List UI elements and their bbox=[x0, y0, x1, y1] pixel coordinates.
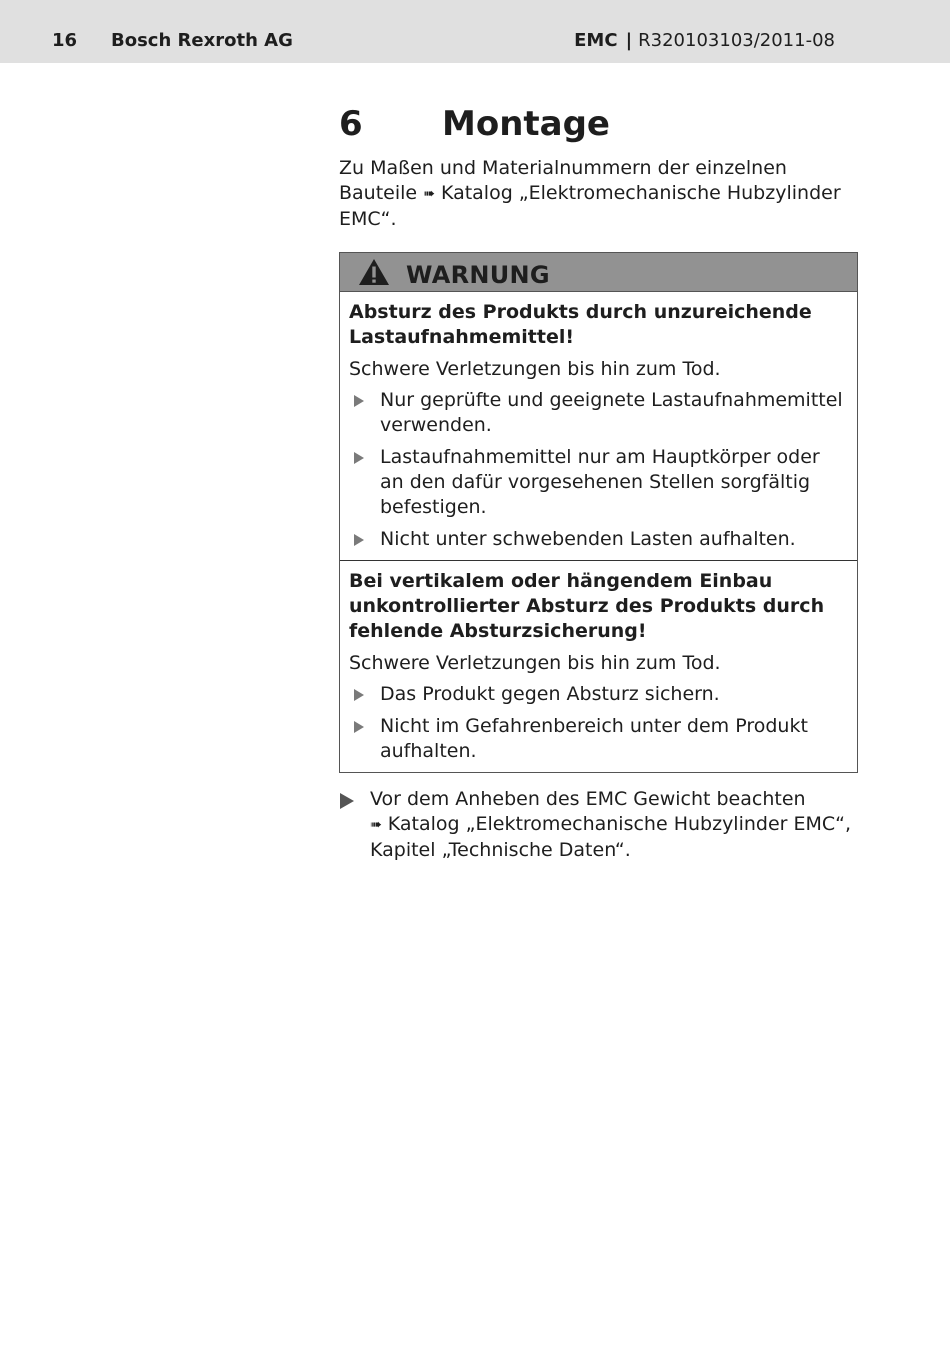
list-item: Lastaufnahmemittel nur am Hauptkörper oder an den dafür vorgesehenen Stellen sorgfältig befestigen. bbox=[349, 445, 847, 520]
warning-header bbox=[340, 253, 857, 292]
measures-list bbox=[349, 682, 847, 764]
list-item: Das Produkt gegen Absturz sichern. bbox=[349, 682, 847, 707]
doc-number: R320103103/2011-08 bbox=[638, 30, 835, 51]
page-header bbox=[0, 0, 950, 63]
chapter-title: Montage bbox=[442, 104, 610, 144]
document-id bbox=[574, 30, 835, 51]
bullet-arrow-icon bbox=[354, 452, 364, 464]
hazard-heading: Absturz des Produkts durch unzureichende Lastaufnahmemittel! bbox=[349, 301, 812, 348]
final-instruction bbox=[339, 787, 859, 863]
hazard-consequence: Schwere Verletzungen bis hin zum Tod. bbox=[349, 358, 721, 380]
bullet-arrow-icon bbox=[354, 689, 364, 701]
intro-text: Zu Maßen und Materialnummern der einzelnen Bauteile bbox=[339, 157, 787, 204]
bullet-arrow-icon bbox=[354, 721, 364, 733]
instruction-arrow-icon bbox=[340, 793, 354, 809]
reference-arrow-icon: ➠ bbox=[423, 186, 435, 202]
final-reference: Katalog „Elektromechanische Hubzylinder EMC“, Kapitel „Technische Daten“. bbox=[370, 813, 852, 861]
final-text: Vor dem Anheben des EMC Gewicht beachten bbox=[370, 788, 806, 810]
reference-arrow-icon: ➠ bbox=[370, 817, 382, 833]
warning-triangle-icon bbox=[358, 258, 390, 286]
intro-reference: Katalog „Elektromechanische Hubzylinder EMC“. bbox=[339, 182, 841, 230]
hazard-consequence: Schwere Verletzungen bis hin zum Tod. bbox=[349, 652, 721, 674]
company-name: Bosch Rexroth AG bbox=[111, 30, 293, 51]
list-item: Nur geprüfte und geeignete Lastaufnahmemittel verwenden. bbox=[349, 388, 847, 438]
page-number: 16 bbox=[52, 30, 78, 51]
chapter-number: 6 bbox=[339, 104, 363, 144]
intro-paragraph bbox=[339, 156, 859, 232]
list-item: Nicht im Gefahrenbereich unter dem Produkt aufhalten. bbox=[349, 714, 847, 764]
bullet-arrow-icon bbox=[354, 534, 364, 546]
warning-section bbox=[340, 560, 857, 772]
list-item: Nicht unter schwebenden Lasten aufhalten. bbox=[349, 527, 847, 552]
main-content bbox=[339, 100, 859, 863]
hazard-heading: Bei vertikalem oder hängendem Einbau unkontrollierter Absturz des Produkts durch fehlende Absturzsicherung! bbox=[349, 570, 825, 642]
chapter-heading bbox=[339, 100, 859, 148]
bullet-arrow-icon bbox=[354, 395, 364, 407]
warning-section bbox=[340, 292, 857, 560]
product-name: EMC bbox=[574, 30, 618, 51]
warning-title: WARNUNG bbox=[406, 261, 550, 289]
measures-list bbox=[349, 388, 847, 552]
header-separator: | bbox=[625, 30, 633, 51]
warning-box bbox=[339, 252, 858, 773]
